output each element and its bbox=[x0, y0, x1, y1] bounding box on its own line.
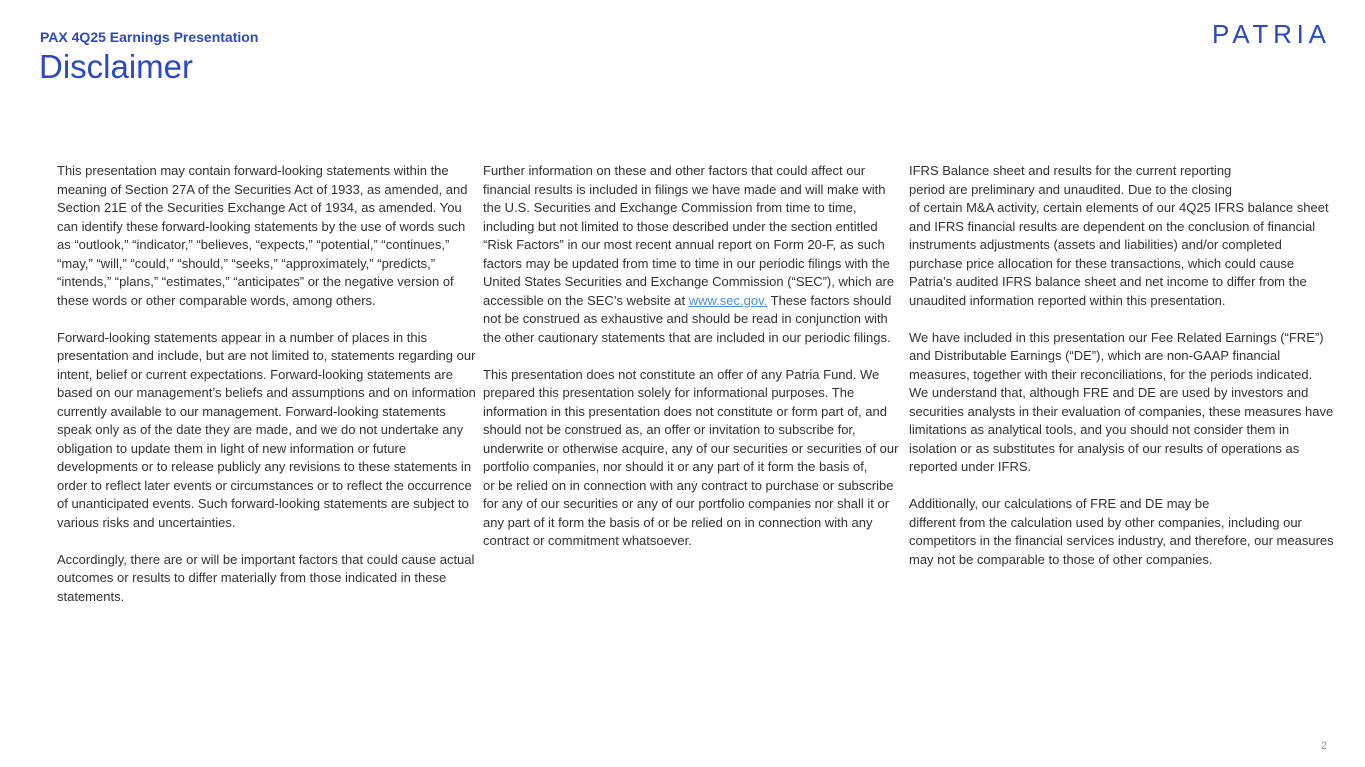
paragraph bbox=[909, 162, 1334, 310]
disclaimer-column-3 bbox=[909, 162, 1334, 569]
paragraph: Accordingly, there are or will be important factors that could cause actual outcomes or results to differ materially from those indicated in these statements. bbox=[57, 551, 475, 604]
paragraph-text: of certain M&A activity, certain elements of our 4Q25 IFRS balance sheet and IFRS financial results are dependent on the conclusion of financial instruments adjustments (assets and liabilities) and/or completed purchase price allocation for these transactions, which could cause Patria’s audited IFRS balance sheet and net income to differ from the bbox=[909, 200, 1329, 289]
paragraph-text: different from the calculation used by other companies, including our competitors in the financial services industry, and therefore, our measures may not be comparable to those of other companies. bbox=[909, 514, 1334, 567]
paragraph-text: or be relied on in connection with any contract to purchase or subscribe for any of our securities or any of our portfolio companies nor shall it or any part of it form the basis of or be relied on in connection with any contract or commitment whatsoever. bbox=[483, 477, 894, 548]
paragraph bbox=[483, 162, 904, 347]
paragraph-text: These factors should not be construed as exhaustive and should be read in conjunction with the other cautionary statements that are included in our periodic filings. bbox=[483, 292, 892, 345]
paragraph bbox=[483, 366, 904, 551]
deck-title: PAX 4Q25 Earnings Presentation bbox=[40, 29, 259, 45]
paragraph-text: Further information on these and other factors that could affect our financial results is included in filings we have made and will make with the U.S. Securities and Exchange Commission from time to time, including but not limited to those described under the section entitled “Risk Factors” in our most recent annual report on Form 20-F, as such factors may be updated from time to time in our periodic filings with the United States Securities and Exchange Commission (“SEC”), which are accessible on the SEC’s website at bbox=[483, 163, 895, 308]
sec-website-link[interactable]: www.sec.gov. bbox=[688, 292, 768, 308]
paragraph: This presentation may contain forward-looking statements within the meaning of Section 27A of the Securities Act of 1933, as amended, and Section 21E of the Securities Exchange Act of 1934, as amended. You can identify these forward-looking statements by the use of words such as “outlook,” “indicator,” “believes, “expects,” “potential,” “continues,” “may,” “will,” “could,” “should,” “seeks,” “approximately,” “predicts,” “intends,” “plans,” “estimates,” “anticipates” or the negative version of these words or other comparable words, among others. bbox=[57, 163, 468, 308]
paragraph-text: IFRS Balance sheet and results for the current reporting bbox=[909, 163, 1232, 178]
paragraph bbox=[909, 495, 1334, 569]
page-title: Disclaimer bbox=[39, 48, 194, 85]
disclaimer-column-1 bbox=[57, 162, 478, 606]
paragraph-text: Additionally, our calculations of FRE and DE may be bbox=[909, 496, 1210, 511]
logo-text: PATRIA bbox=[1212, 20, 1326, 46]
patria-logo bbox=[1212, 20, 1328, 46]
paragraph-text: unaudited information reported within this presentation. bbox=[909, 292, 1226, 308]
paragraph: We have included in this presentation our Fee Related Earnings (“FRE”) and Distributable Earnings (“DE”), which are non-GAAP financial measures, together with their reconciliations, for the periods indicated. We understand that, although FRE and DE are used by investors and securities analysts in their evaluation of companies, these measures have limitations as analytical tools, and you should not consider them in isolation or as substitutes for analysis of our results of operations as reported under IFRS. bbox=[909, 329, 1334, 474]
paragraph-text: This presentation does not constitute an offer of any Patria Fund. We prepared this presentation solely for informational purposes. The information in this presentation does not constitute or form part of, and should not be construed as, an offer or invitation to subscribe for, underwrite or otherwise acquire, any of our securities or securities of our portfolio companies, nor should it or any part of it form the basis of, bbox=[483, 366, 899, 474]
page-number: 2 bbox=[1320, 740, 1327, 752]
paragraph-text: period are preliminary and unaudited. Due to the closing bbox=[909, 181, 1233, 197]
paragraph: Forward-looking statements appear in a number of places in this presentation and include, but are not limited to, statements regarding our intent, belief or current expectations. Forward-looking statements are based on our management’s beliefs and assumptions and on information currently available to our management. Forward-looking statements speak only as of the date they are made, and we do not undertake any obligation to update them in light of new information or future developments or to release publicly any revisions to these statements in order to reflect later events or circumstances or to reflect the occurrence of unanticipated events. Such forward-looking statements are subject to various risks and uncertainties. bbox=[57, 329, 476, 530]
disclaimer-column-2 bbox=[483, 162, 904, 551]
